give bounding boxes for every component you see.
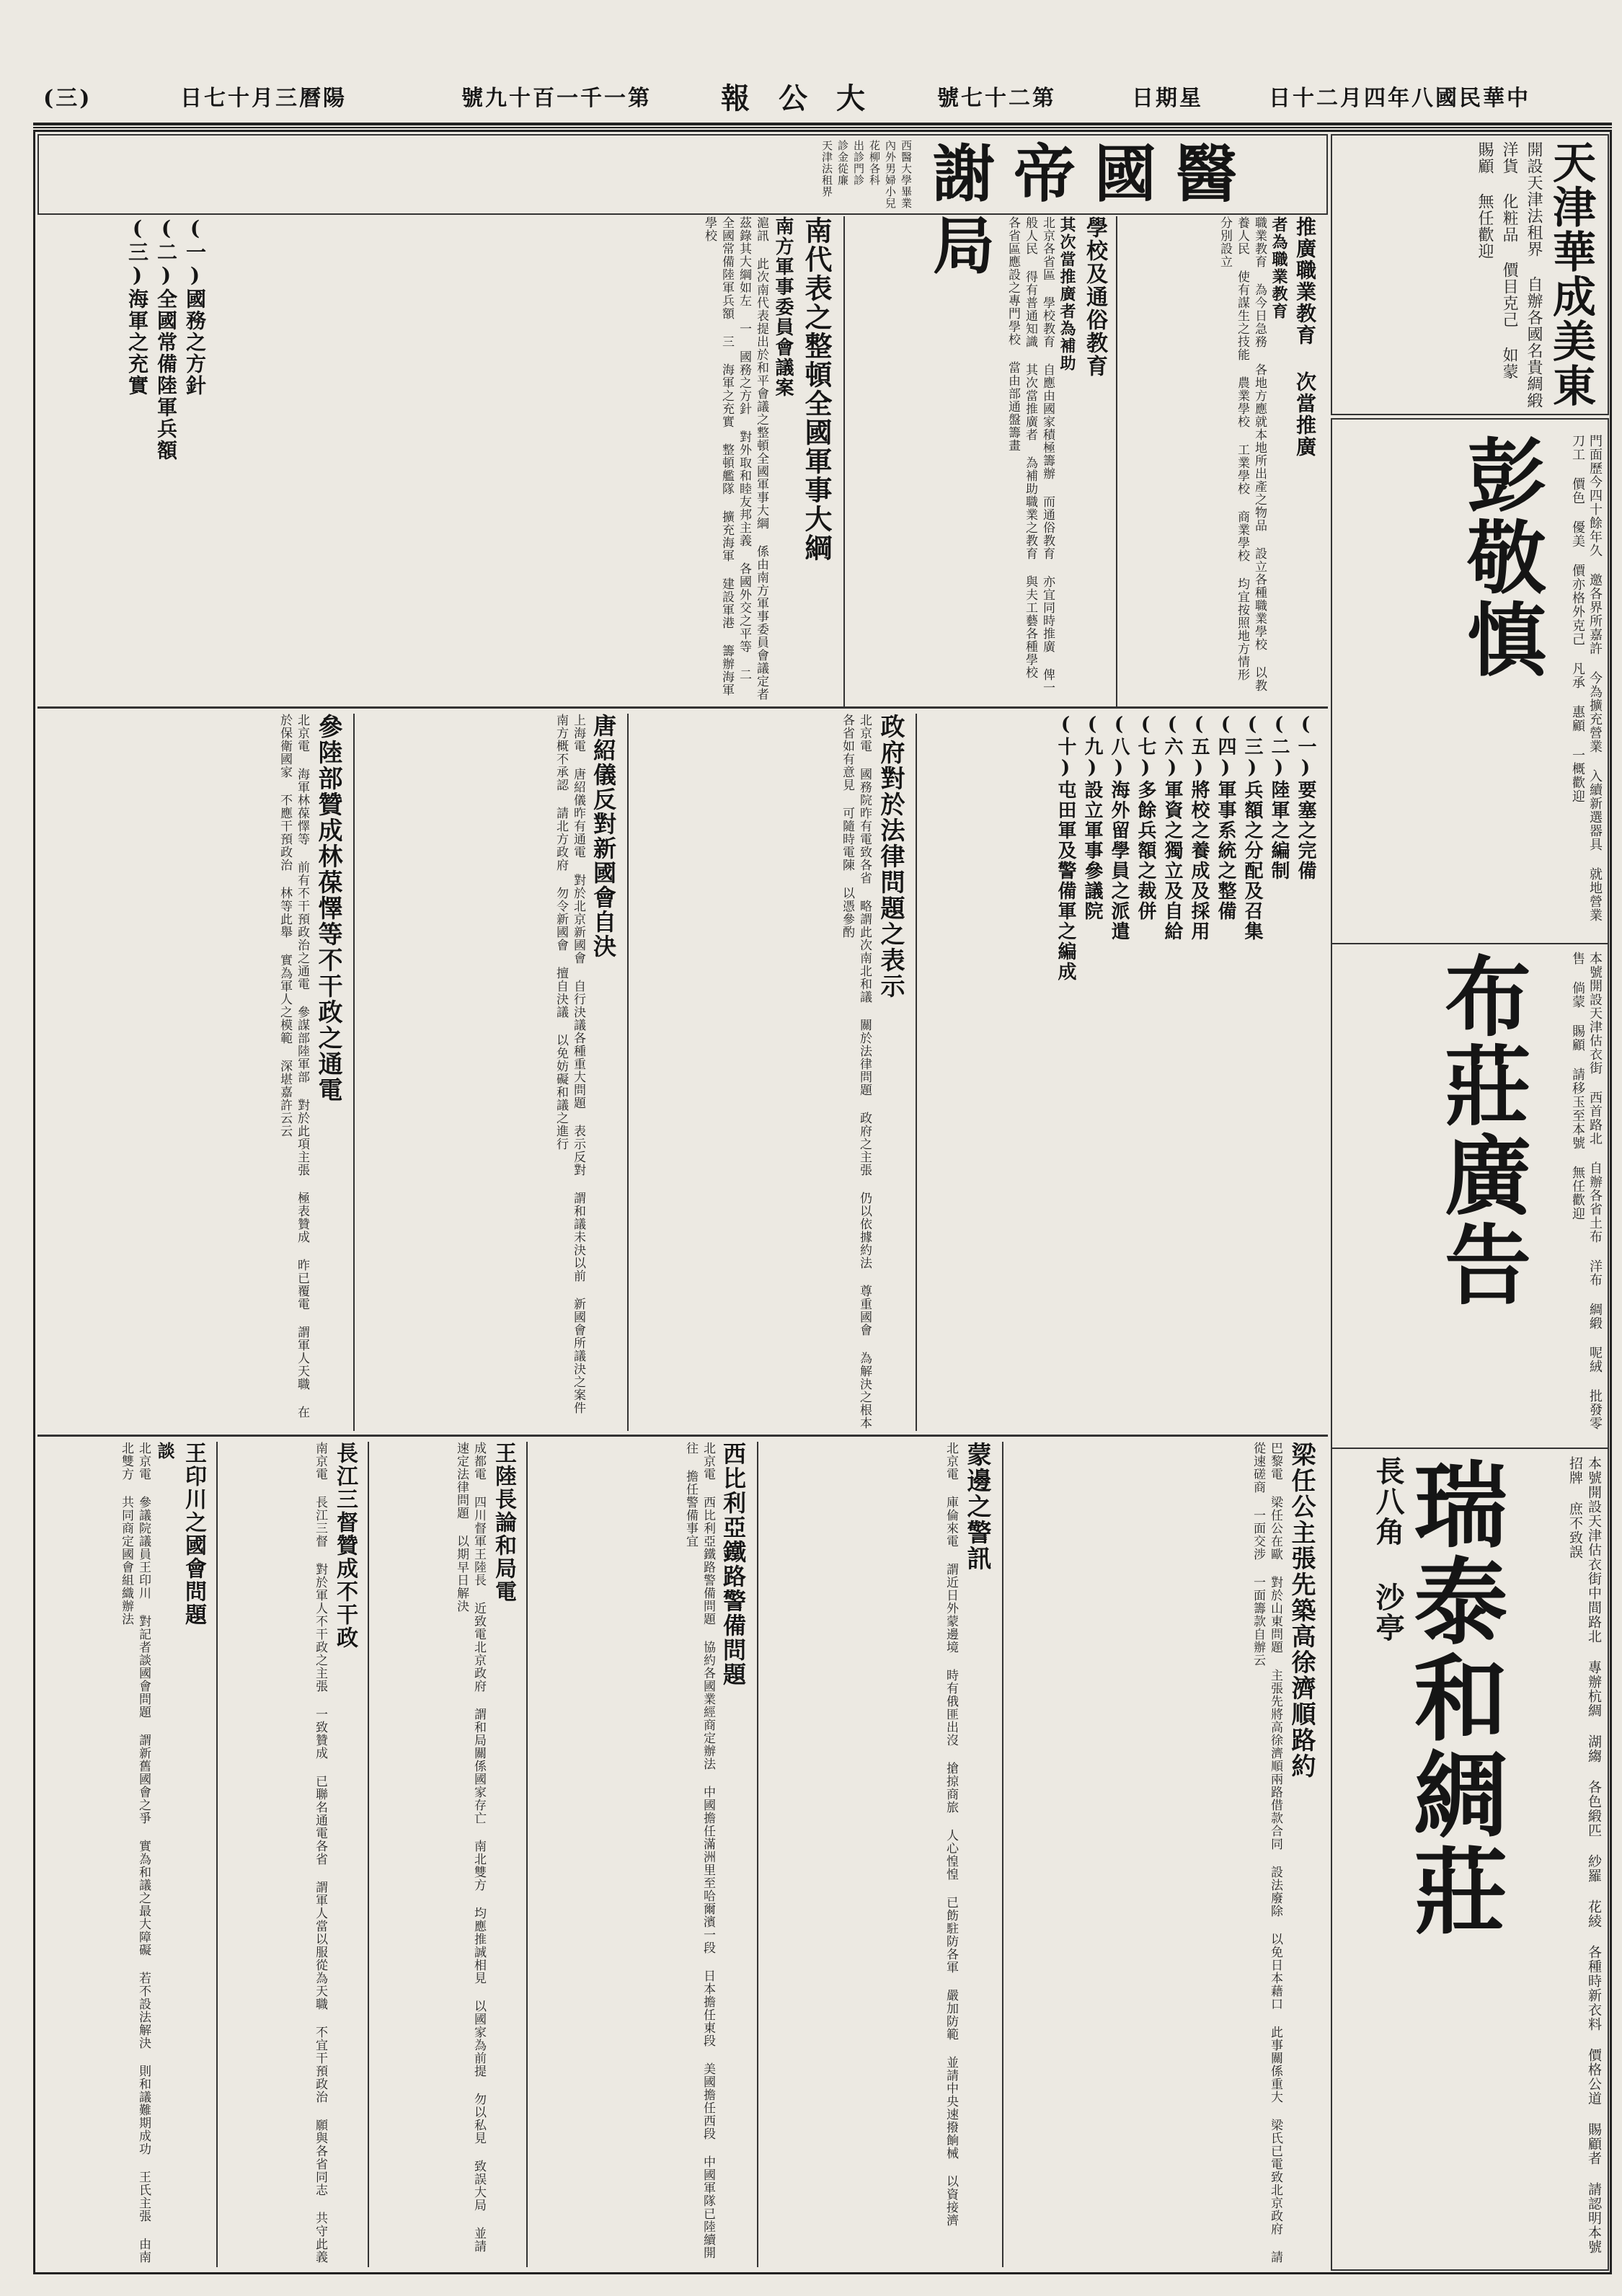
masthead-rule xyxy=(33,123,1612,125)
article-tang-body: 上海電 唐紹儀昨有通電 對於北京新國會 自行決議各種重大問題 表示反對 謂和議未決以前 新國會所議決之案件 南方概不承認 請北方政府 勿令新國會 擅自決議 以免妨礙和議之進行 xyxy=(554,714,585,1414)
article-legal-question xyxy=(634,714,908,1431)
col-rule xyxy=(353,714,355,1431)
article-vocational-ed xyxy=(1125,216,1319,704)
clinic-banner-title: 謝帝國醫局 xyxy=(933,138,1256,283)
point-3: (三)兵額之分配及召集 xyxy=(1241,714,1263,941)
ad-peng-title: 彭敬慎 xyxy=(1454,434,1547,681)
article-siberia-headline: 西比利亞鐵路警備問題 xyxy=(719,1442,747,1687)
military-points-list xyxy=(923,714,1319,1431)
article-school-body: 北京各省區 學校教育 自應由國家積極籌辦 而通俗教育 亦宜同時推廣 俾一般人民 得有普通知識 其次當推廣者 為補助職業之教育 與夫工藝各種學校 各省區應設之專門學校 當由部通盤籌畫 xyxy=(1006,216,1055,694)
article-school-ed xyxy=(851,216,1110,704)
article-school-sub: 其次當推廣者為補助 xyxy=(1058,216,1076,372)
ad-ruitaihe-title: 瑞泰和綢莊 xyxy=(1399,1456,1509,1939)
ad-ruitaihe-body: 本號開設天津估衣街中間路北 專辦杭綢 湖縐 各色緞匹 紗羅 花綾 各種時新衣料 價格公道 賜顧者 請認明本號招牌 庶不致誤 xyxy=(1567,1456,1602,2254)
article-yinchuan-headline: 王印川之國會問題 xyxy=(181,1442,206,1626)
western-date: 日七十月三曆陽 xyxy=(180,86,347,111)
point-1: (一)要塞之完備 xyxy=(1295,714,1316,881)
article-tang-shaoyi xyxy=(360,714,620,1431)
ad-peng-body: 門面歷今四十餘年久 邀各界所嘉許 今為擴充營業 入續新選器具 就地營業 刀工 價色 優美 價亦格外克己 凡承 惠顧 一概歡迎 xyxy=(1570,434,1603,922)
ad-buzhuang-title: 布莊廣告 xyxy=(1430,952,1532,1309)
article-mongolia-body: 北京電 庫倫來電 謂近日外蒙邊境 時有俄匪出沒 搶掠商旅 人心惶惶 已飭駐防各軍 嚴加防範 並請中央速撥餉械 以資接濟 xyxy=(944,1442,958,2227)
col-rule xyxy=(1116,216,1117,706)
ad-peng-jing-shen xyxy=(1331,418,1609,944)
article-vocational-headline: 推廣職業教育 次當推廣 xyxy=(1293,216,1317,458)
republic-date: 日十二月四年八國民華中 xyxy=(1269,86,1530,111)
article-military-sub: 南方軍事委員會議案 xyxy=(772,216,794,398)
point-6: (六)軍資之獨立及自給 xyxy=(1161,714,1183,941)
article-legal-body: 北京電 國務院昨有電致各省 略謂此次南北和議 關於法律問題 政府之主張 仍以依據約法 尊重國會 為解決之根本 各省如有意見 可隨時電陳 以憑參酌 xyxy=(840,714,872,1430)
article-wang-body: 成都電 四川督軍王陸長 近致電北京政府 謂和局關係國家存亡 南北雙方 均應推誠相見 以國家為前提 勿以私見 致誤大局 並請速定法律問題 以期早日解決 xyxy=(454,1442,486,2253)
article-nopolitics-body: 北京電 海軍林葆懌等 前有不干預政治之通電 參謀部陸軍部 對於此項主張 極表贊成 昨已覆電 謂軍人天職 在於保衛國家 不應干預政治 林等此舉 實為軍人之模範 深堪嘉許云云 xyxy=(278,714,309,1419)
article-liang-body: 巴黎電 梁任公在歐 對於山東問題 主張先將高徐濟順兩路借款合同 設法廢除 以免日本藉口 此事關係重大 梁氏已電致北京政府 請從速磋商 一面交涉 一面籌款自辦云 xyxy=(1251,1442,1282,2264)
article-vocational-sub: 者為職業教育 xyxy=(1269,216,1288,320)
article-wang-luzhang xyxy=(375,1442,519,2264)
article-siberia-body: 北京電 西比利亞鐵路警備問題 協約各國業經商定辦法 中國擔任滿洲里至哈爾濱一段 日本擔任東段 美國擔任西段 中國軍隊已陸續開往 擔任警備事宜 xyxy=(683,1442,715,2259)
point-7: (七)多餘兵額之裁併 xyxy=(1135,714,1156,921)
article-military-headline: 南代表之整頓全國軍事大綱 xyxy=(800,216,833,562)
top-right-ad xyxy=(1331,134,1609,415)
article-liang-rengong xyxy=(1009,1442,1319,2264)
article-mongolia-headline: 蒙邊之警訊 xyxy=(962,1442,991,1572)
article-yangtze-governors xyxy=(223,1442,360,2264)
point-5: (五)將校之養成及採用 xyxy=(1188,714,1210,941)
military-point-3: (三)海軍之充實 xyxy=(125,216,149,396)
ad-ruitaihe-sub: 長八角 沙亭 xyxy=(1371,1456,1405,1643)
col-rule xyxy=(1002,1442,1003,2267)
article-yinchuan-body: 北京電 參議院議員王印川 對記者談國會問題 謂新舊國會之爭 實為和議之最大障礙 若不設法解決 則和議難期成功 王氏主張 由南北雙方 共同商定國會組織辦法 xyxy=(119,1442,151,2264)
clinic-banner-text: 西醫大學畢業 內外男婦小兒花柳各科 出診門診 診金從廉 天津法租界 xyxy=(820,140,913,209)
article-mongolia xyxy=(764,1442,995,2264)
col-rule xyxy=(757,1442,758,2267)
point-9: (九)設立軍事參議院 xyxy=(1081,714,1103,921)
article-military-body: 滬訊 此次南代表提出於和平會議之整頓全國軍事大綱 係由南方軍事委員會議定者 茲錄其大綱如左 一 國務之方針 對外取和睦友邦主義 各國外交之平等 二 全國常備陸軍兵額 三 海軍之充實 整頓艦隊 擴充海軍 建設軍港 籌辦海軍學校 xyxy=(702,216,768,701)
row-divider-1 xyxy=(37,706,1328,709)
row-divider-2 xyxy=(37,1435,1328,1437)
col-rule xyxy=(526,1442,528,2267)
military-point-2: (二)全國常備陸軍兵額 xyxy=(154,216,178,461)
point-10: (十)屯田軍及警備軍之編成 xyxy=(1055,714,1076,982)
point-2: (二)陸軍之編制 xyxy=(1268,714,1290,881)
ad-rui-tai-he xyxy=(1331,1449,1609,2271)
point-8: (八)海外留學員之派遣 xyxy=(1108,714,1130,941)
article-legal-headline: 政府對於法律問題之表示 xyxy=(876,714,905,999)
article-school-headline: 學校及通俗教育 xyxy=(1082,216,1107,378)
article-wang-headline: 王陸長論和局電 xyxy=(491,1442,516,1603)
top-right-ad-body: 開設天津法租界 自辦各國名貴綢緞 洋貨 化粧品 價目克己 如蒙 賜顧 無任歡迎 xyxy=(1476,141,1543,409)
article-yinchuan-sub: 談 xyxy=(154,1442,175,1461)
article-liang-headline: 梁任公主張先築高徐濟順路約 xyxy=(1287,1442,1316,1779)
article-no-politics xyxy=(43,714,346,1431)
top-right-ad-title: 天津華成美東 xyxy=(1546,140,1596,408)
ad-buzhuang-body: 本號開設天津估衣街 西首路北 自辦各省土布 洋布 綢緞 呢絨 批發零售 倘蒙 賜顧 請移玉至本號 無任歡迎 xyxy=(1570,952,1603,1430)
article-siberia-rail xyxy=(533,1442,750,2264)
ad-bu-zhuang xyxy=(1331,944,1609,1449)
article-vocational-body: 職業教育 為今日急務 各地方應就本地所出產之物品 設立各種職業學校 以教養人民 使有謀生之技能 農業學校 工業學校 商業學校 均宜按照地方情形 分別設立 xyxy=(1218,216,1267,692)
article-yangtze-headline: 長江三督贊成不干政 xyxy=(332,1442,358,1649)
article-wang-yinchuan xyxy=(43,1442,209,2264)
article-military-outline xyxy=(216,216,836,704)
paper-name: 報公大 xyxy=(721,81,894,115)
issue-number-secondary: 號七十二第 xyxy=(937,86,1056,111)
col-rule xyxy=(627,714,629,1431)
page-number: (三) xyxy=(43,86,92,111)
weekday: 日期星 xyxy=(1132,86,1203,111)
issue-number: 號九十百一千一第 xyxy=(461,86,652,111)
military-point-1: (一)國務之方針 xyxy=(183,216,207,396)
col-rule xyxy=(843,216,845,706)
col-rule xyxy=(368,1442,369,2267)
article-yangtze-body: 南京電 長江三督 對於軍人不干政之主張 一致贊成 已聯名通電各省 謂軍人當以服從為天職 不宜干預政治 願與各省同志 共守此義 xyxy=(313,1442,327,2264)
col-rule xyxy=(916,714,917,1431)
article-nopolitics-headline: 參陸部贊成林葆懌等不干政之通電 xyxy=(314,714,342,1103)
article-tang-headline: 唐紹儀反對新國會自決 xyxy=(590,714,617,959)
col-rule xyxy=(216,1442,218,2267)
masthead-rule-thin xyxy=(33,127,1612,128)
point-4: (四)軍事系統之整備 xyxy=(1215,714,1236,921)
military-points xyxy=(43,216,209,704)
